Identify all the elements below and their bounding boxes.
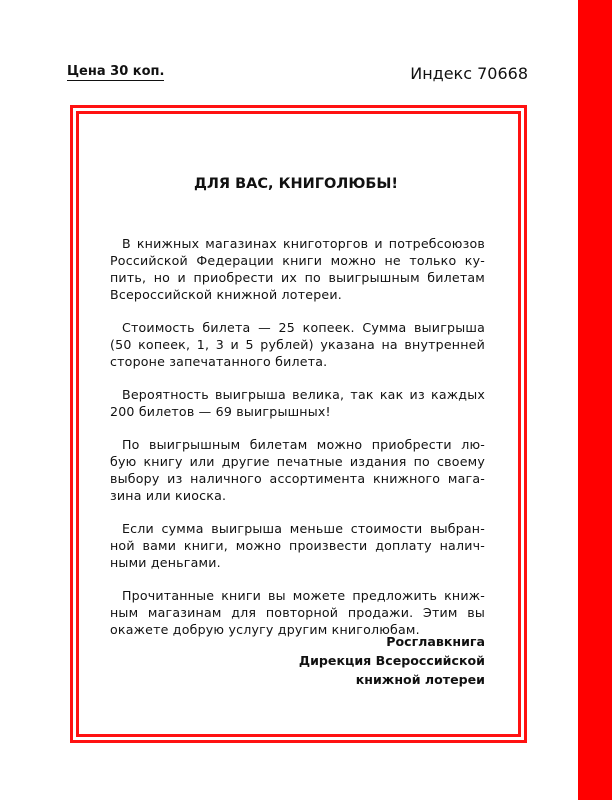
signature bbox=[299, 632, 485, 689]
paragraph-line: В книжных магазинах книготоргов и потребсоюзов bbox=[122, 236, 485, 251]
body-text bbox=[110, 235, 485, 654]
price-label: Цена 30 коп. bbox=[67, 64, 165, 79]
signature-line: Дирекция Всероссийской bbox=[298, 653, 485, 668]
page-title: ДЛЯ ВАС, КНИГОЛЮБЫ! bbox=[193, 176, 399, 192]
paragraph-line: ным магазинам для повторной продажи. Этим вы bbox=[110, 605, 485, 620]
paragraph-line: зина или киоска. bbox=[110, 488, 227, 503]
paragraph-line: пить, но и приобрести их по выигрышным билетам bbox=[110, 270, 485, 285]
paragraph-line: Стоимость билета — 25 копеек. Сумма выигрыша bbox=[122, 320, 485, 335]
signature-line: Росглавкнига bbox=[386, 634, 485, 649]
paragraph-line: бую книгу или другие печатные издания по своему bbox=[110, 454, 485, 469]
paragraph bbox=[110, 436, 485, 504]
paragraph-line: окажете добрую услугу другим книголюбам. bbox=[110, 622, 420, 637]
paragraph-line: По выигрышным билетам можно приобрести лю- bbox=[122, 437, 485, 452]
paragraph bbox=[110, 587, 485, 638]
paragraph-line: Вероятность выигрыша велика, так как из каждых bbox=[122, 387, 485, 402]
red-edge-strip bbox=[578, 0, 612, 800]
paragraph bbox=[110, 386, 485, 420]
paragraph bbox=[110, 319, 485, 370]
signature-line: книжной лотереи bbox=[355, 672, 485, 687]
paragraph bbox=[110, 235, 485, 303]
paragraph-line: стороне запечатанного билета. bbox=[110, 354, 328, 369]
paragraph-line: 200 билетов — 69 выигрышных! bbox=[110, 404, 331, 419]
paragraph-line: Если сумма выигрыша меньше стоимости выбран- bbox=[122, 521, 485, 536]
paragraph bbox=[110, 520, 485, 571]
paragraph-line: ными деньгами. bbox=[110, 555, 221, 570]
paragraph-line: Российской Федерации книги можно не только ку- bbox=[110, 253, 485, 268]
paragraph-line: Прочитанные книги вы можете предложить книж- bbox=[122, 588, 485, 603]
paragraph-line: (50 копеек, 1, 3 и 5 рублей) указана на внутренней bbox=[110, 337, 485, 352]
index-label: Индекс 70668 bbox=[410, 64, 528, 83]
paragraph-line: выбору из наличного ассортимента книжного мага- bbox=[110, 471, 485, 486]
paragraph-line: ной вами книги, можно произвести доплату налич- bbox=[110, 538, 485, 553]
paragraph-line: Всероссийской книжной лотереи. bbox=[110, 287, 342, 302]
